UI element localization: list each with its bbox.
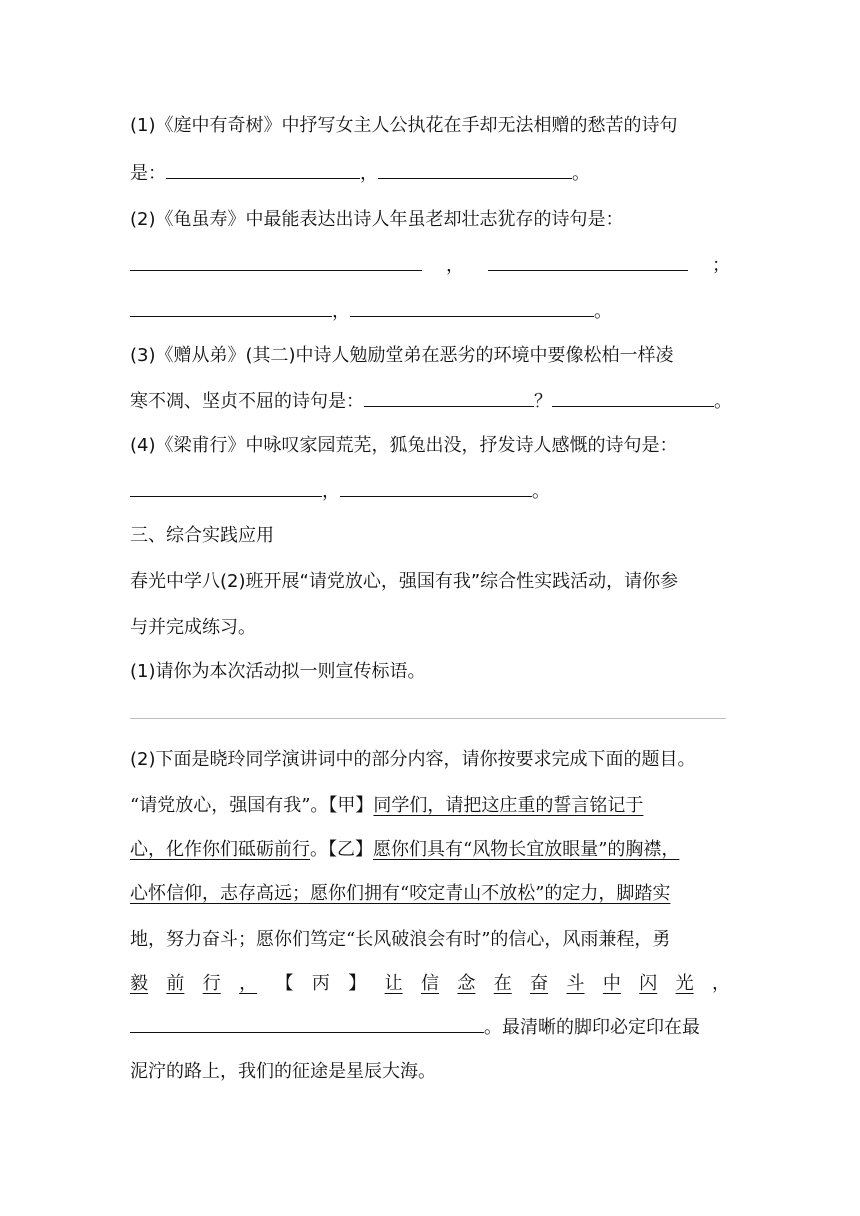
q3-line2	[130, 388, 730, 416]
passage-l5-char: ，	[712, 973, 730, 994]
q3-blank-2[interactable]	[552, 388, 714, 407]
q3-prefix: 寒不凋、坚贞不屈的诗句是：	[130, 391, 364, 412]
q2-prompt: (2)《龟虽寿》中最能表达出诗人年虽老却壮志犹存的诗句是：	[130, 209, 624, 230]
q1-blank-1[interactable]	[166, 160, 360, 179]
q2-line3	[130, 298, 730, 326]
section3-intro-line1: 春光中学八(2)班开展“请党放心，强国有我”综合性实践活动，请你参	[130, 571, 679, 592]
q4-period: 。	[532, 481, 550, 502]
q2-semicolon: ；	[712, 255, 730, 276]
section3-sub1: (1)请你为本次活动拟一则宣传标语。	[130, 661, 426, 682]
q4-line1	[130, 432, 730, 460]
passage-l5-char: 闪	[639, 973, 658, 994]
passage-l2-underlined-a: 心，化作你们砥砺前行	[130, 839, 310, 860]
q2-blank-3[interactable]	[130, 298, 332, 317]
q4-line2	[130, 478, 730, 506]
passage-l5-char: 】	[348, 973, 367, 994]
q2-period: 。	[594, 301, 612, 322]
q3-prompt: (3)《赠从弟》(其二)中诗人勉励堂弟在恶劣的环境中要像松柏一样凌	[130, 345, 674, 366]
section3-intro-line2: 与并完成练习。	[130, 617, 256, 638]
passage-blank[interactable]	[130, 1014, 484, 1033]
passage-line1	[130, 792, 730, 820]
passage-l5-char: 光	[675, 973, 694, 994]
passage-l5-char: 奋	[530, 973, 549, 994]
passage-l5-char: 前	[166, 973, 185, 994]
passage-line6	[130, 1014, 730, 1042]
passage-l5-char: 让	[384, 973, 403, 994]
q4-prompt: (4)《梁甫行》中咏叹家园荒芜，狐兔出没，抒发诗人感慨的诗句是：	[130, 435, 678, 456]
section3-sub2: (2)下面是晓玲同学演讲词中的部分内容，请你按要求完成下面的题目。	[130, 749, 696, 770]
passage-l5-char: 斗	[566, 973, 585, 994]
answer-line[interactable]	[130, 718, 726, 719]
q4-blank-1[interactable]	[130, 478, 322, 497]
section3-heading: 三、综合实践应用	[130, 525, 274, 546]
q2-line1	[130, 206, 730, 234]
passage-l5-char: 行	[202, 973, 221, 994]
q4-comma: ，	[322, 481, 340, 502]
q2-line2	[130, 252, 730, 280]
passage-line3	[130, 880, 730, 908]
passage-l3: 心怀信仰，志存高远；愿你们拥有“咬定青山不放松”的定力，脚踏实	[130, 883, 671, 904]
q2-blank-4[interactable]	[350, 298, 594, 317]
passage-l5-char: 【	[275, 973, 294, 994]
passage-l5-char: ，	[239, 973, 258, 994]
q1-prefix: 是：	[130, 163, 166, 184]
passage-l1-underlined: 同学们，请把这庄重的誓言铭记于	[373, 795, 644, 816]
passage-l2-marker: 。【乙】	[310, 839, 373, 860]
q2-comma: ，	[446, 255, 464, 276]
q3-period: 。	[714, 391, 732, 412]
q1-period: 。	[572, 163, 590, 184]
passage-l2-underlined-b: 愿你们具有“风物长宜放眼量”的胸襟，	[373, 839, 680, 860]
q1-blank-2[interactable]	[378, 160, 572, 179]
q1-prompt: (1)《庭中有奇树》中抒写女主人公执花在手却无法相赠的愁苦的诗句	[130, 115, 678, 136]
passage-l5-char: 丙	[311, 973, 330, 994]
q2-blank-1[interactable]	[130, 252, 422, 271]
q1-comma: ，	[360, 163, 378, 184]
passage-l5-char: 信	[421, 973, 439, 994]
q2-blank-2[interactable]	[488, 252, 688, 271]
q4-blank-2[interactable]	[340, 478, 532, 497]
passage-line4	[130, 926, 730, 954]
passage-line2	[130, 836, 730, 864]
passage-l6-tail: 。最清晰的脚印必定印在最	[484, 1017, 700, 1038]
q3-line1	[130, 342, 730, 370]
passage-l5-char: 在	[493, 973, 512, 994]
q1-line2	[130, 160, 730, 188]
q3-blank-1[interactable]	[364, 388, 534, 407]
passage-line5	[130, 970, 730, 998]
passage-line7: 泥泞的路上，我们的征途是星辰大海。	[130, 1061, 436, 1082]
passage-l4: 地，努力奋斗；愿你们笃定“长风破浪会有时”的信心，风雨兼程，勇	[130, 929, 671, 950]
passage-l5-char: 毅	[130, 973, 148, 994]
q3-question-mark: ？	[534, 391, 552, 412]
passage-l5-char: 念	[457, 973, 476, 994]
passage-l5-char: 中	[602, 973, 621, 994]
q2-comma-2: ，	[332, 301, 350, 322]
q1-line1	[130, 112, 730, 140]
passage-l1-a: “请党放心，强国有我”。【甲】	[130, 795, 374, 816]
